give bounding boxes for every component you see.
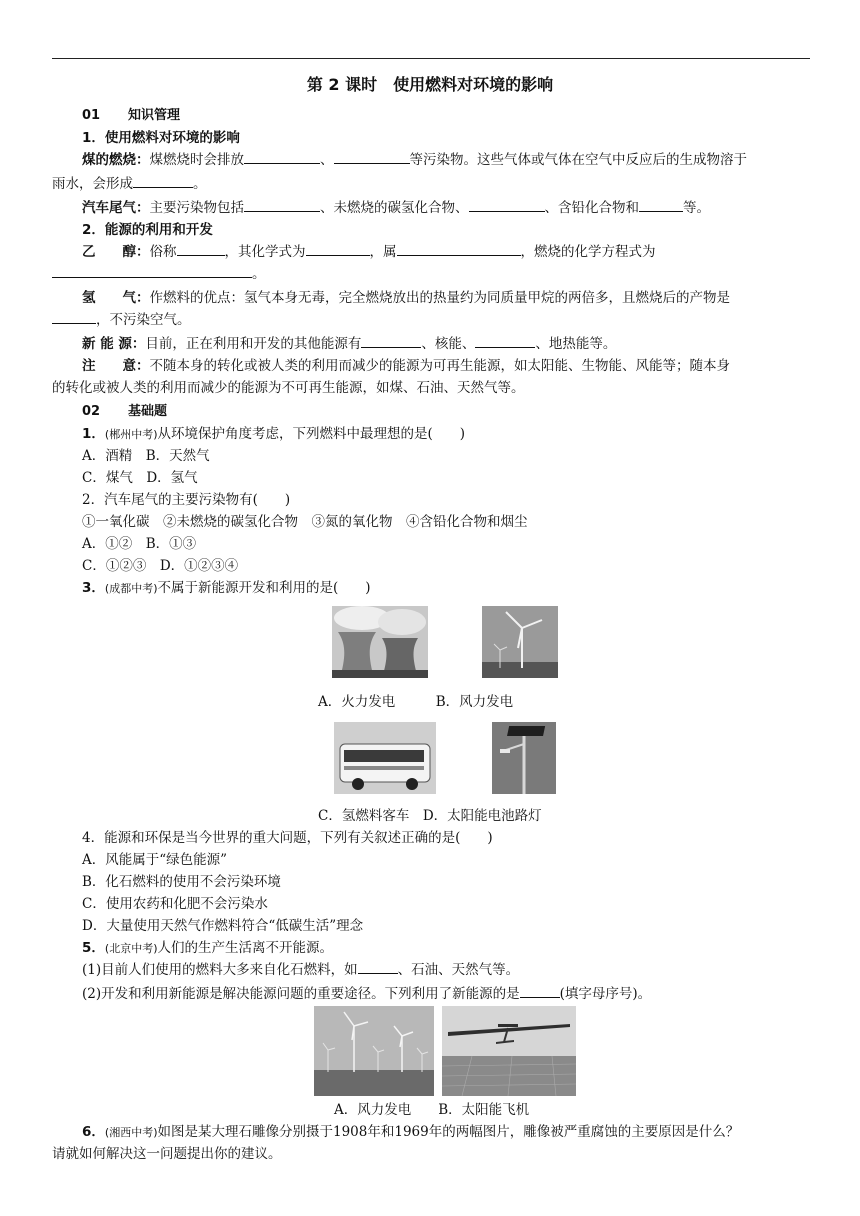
hydrogen-line-1: 氢 气：作燃料的优点：氢气本身无毒，完全燃烧放出的热量约为同质量甲烷的两倍多，且燃烧后的产物是	[82, 290, 730, 306]
bus-icon	[334, 722, 436, 794]
ethanol-line-1: 乙 醇：俗称 ，其化学式为 ，属 ，燃烧的化学方程式为	[82, 244, 656, 260]
top-rule	[52, 58, 810, 59]
question-3-caption-ab: A．火力发电 B．风力发电	[318, 694, 514, 710]
hydrogen-bus-photo	[334, 722, 436, 794]
blank-field	[469, 199, 545, 212]
question-6-stem: 6．(湘西中考)如图是某大理石雕像分别摄于1908年和1969年的两幅图片，雕像被严重腐蚀的主要原因是什么？	[82, 1124, 740, 1140]
solar-plane-photo	[442, 1006, 576, 1096]
question-1-options-cd: C．煤气 D．氢气	[82, 470, 198, 486]
blank-field	[520, 985, 560, 998]
question-2-options-cd: C．①②③ D．①②③④	[82, 558, 239, 574]
blank-field	[361, 335, 421, 348]
blank-field	[244, 199, 320, 212]
section-heading-knowledge: 01 知识管理	[82, 108, 181, 123]
question-5-caption: A．风力发电 B．太阳能飞机	[334, 1102, 530, 1118]
section-heading-basic: 02 基础题	[82, 404, 168, 419]
blank-field	[334, 151, 410, 164]
question-2-options-ab: A．①② B．①③	[82, 536, 197, 552]
coal-line-2: 雨水，会形成 。	[52, 176, 207, 192]
question-2-stem: 2．汽车尾气的主要污染物有( )	[82, 492, 291, 508]
hydrogen-line-2: ，不污染空气。	[52, 310, 780, 330]
solar-airplane-icon	[442, 1006, 576, 1096]
question-5-part-2: (2)开发和利用新能源是解决能源问题的重要途径。下列利用了新能源的是 (填字母序号)。	[82, 986, 652, 1002]
cooling-tower-icon	[332, 606, 428, 678]
blank-field	[639, 199, 683, 212]
solar-street-light-photo	[492, 722, 556, 794]
question-3-caption-cd: C．氢燃料客车 D．太阳能电池路灯	[318, 808, 542, 824]
solar-lamp-icon	[492, 722, 556, 794]
blank-field	[358, 961, 398, 974]
question-3-stem: 3．(成都中考)不属于新能源开发和利用的是( )	[82, 580, 371, 596]
thermal-power-plant-photo	[332, 606, 428, 678]
question-4-stem: 4．能源和环保是当今世界的重大问题，下列有关叙述正确的是( )	[82, 830, 493, 846]
knowledge-heading-2: 2．能源的利用和开发	[82, 222, 213, 238]
note-line-2: 的转化或被人类的利用而减少的能源为不可再生能源，如煤、石油、天然气等。	[52, 380, 525, 396]
blank-field	[475, 335, 535, 348]
blank-field	[306, 243, 370, 256]
blank-field	[133, 175, 193, 188]
new-energy-line: 新 能 源：目前，正在利用和开发的其他能源有 、核能、 、地热能等。	[82, 336, 617, 352]
blank-field	[244, 151, 320, 164]
question-1-stem: 1．(郴州中考)从环境保护角度考虑，下列燃料中最理想的是( )	[82, 426, 466, 442]
question-4-option-c: C．使用农药和化肥不会污染水	[82, 896, 268, 912]
question-4-option-b: B．化石燃料的使用不会污染环境	[82, 874, 281, 890]
blank-field	[52, 311, 96, 324]
blank-field	[52, 265, 252, 278]
note-line-1: 注 意：不随本身的转化或被人类的利用而减少的能源为可再生能源，如太阳能、生物能、风能等；随本身	[82, 358, 730, 374]
coal-line-1: 煤的燃烧：煤燃烧时会排放 、 等污染物。这些气体或气体在空气中反应后的生成物溶于	[82, 152, 747, 168]
wind-turbine-icon	[482, 606, 558, 678]
wind-farm-photo	[314, 1006, 434, 1096]
question-2-items: ①一氧化碳 ②未燃烧的碳氢化合物 ③氮的氧化物 ④含铅化合物和烟尘	[82, 514, 528, 530]
question-5-part-1: (1)目前人们使用的燃料大多来自化石燃料，如 、石油、天然气等。	[82, 962, 520, 978]
ethanol-line-2: 。	[52, 264, 780, 284]
question-5-stem: 5．(北京中考)人们的生产生活离不开能源。	[82, 940, 333, 956]
question-4-option-d: D．大量使用天然气作燃料符合“低碳生活”理念	[82, 918, 364, 934]
question-1-options-ab: A．酒精 B．天然气	[82, 448, 210, 464]
car-exhaust-line: 汽车尾气：主要污染物包括 、未燃烧的碳氢化合物、 、含铅化合物和 等。	[82, 200, 710, 216]
page-title: 第 2 课时 使用燃料对环境的影响	[306, 75, 554, 94]
question-4-option-a: A．风能属于“绿色能源”	[82, 852, 228, 868]
knowledge-heading-1: 1．使用燃料对环境的影响	[82, 130, 240, 146]
blank-field	[177, 243, 225, 256]
blank-field	[397, 243, 521, 256]
wind-turbine-photo	[482, 606, 558, 678]
question-6-stem-2: 请就如何解决这一问题提出你的建议。	[52, 1146, 282, 1162]
wind-farm-icon	[314, 1006, 434, 1096]
